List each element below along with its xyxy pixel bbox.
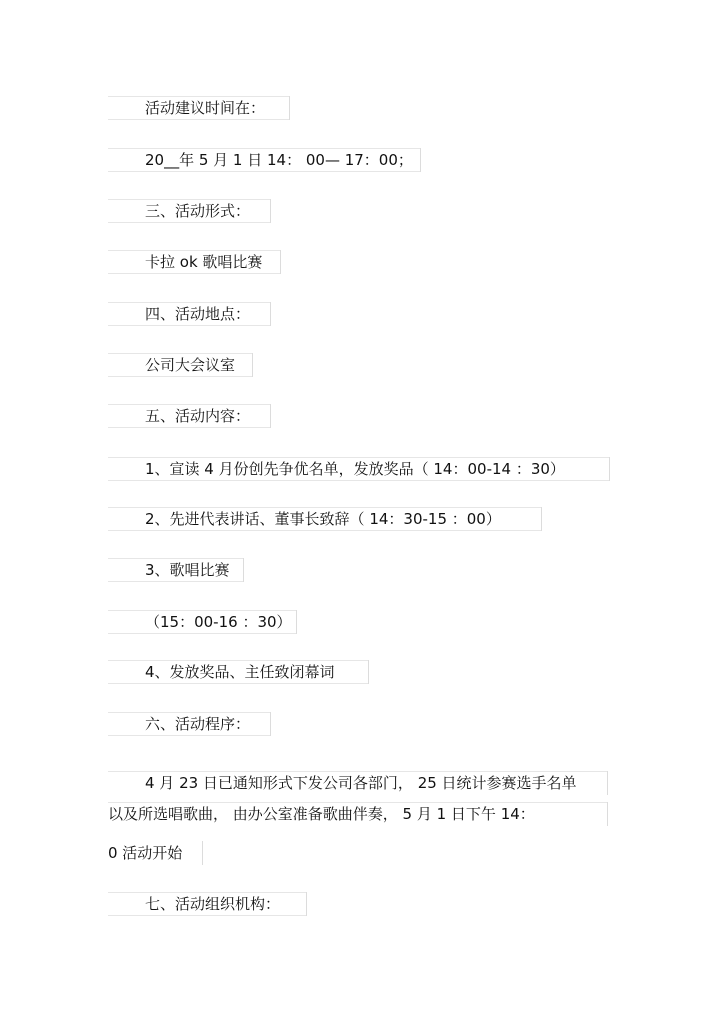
- section-heading: [108, 199, 271, 223]
- line-text: 4 月 23 日已通知形式下发公司各部门， 25 日统计参赛选手名单: [145, 774, 577, 792]
- doc-line: [108, 148, 421, 172]
- line-text: 活动建议时间在：: [145, 99, 266, 117]
- paragraph-line: [108, 802, 608, 826]
- doc-line: [108, 558, 244, 582]
- section-heading: [108, 404, 271, 428]
- doc-line: [108, 507, 542, 531]
- line-text: 五、活动内容：: [145, 407, 251, 425]
- doc-line: [108, 660, 369, 684]
- doc-line: [108, 353, 253, 377]
- doc-line: [108, 250, 281, 274]
- line-text: 1、宣读 4 月份创先争优名单，发放奖品（ 14：00-14 ：30）: [145, 460, 565, 478]
- line-text: 20__年 5 月 1 日 14： 00— 17：00；: [145, 151, 413, 169]
- paragraph-line: [108, 841, 203, 865]
- section-heading: [108, 892, 307, 916]
- line-text: 四、活动地点：: [145, 305, 251, 323]
- doc-line: [108, 96, 290, 120]
- line-text: 2、先进代表讲话、董事长致辞（ 14：30-15 ：00）: [145, 510, 501, 528]
- line-text: 六、活动程序：: [145, 715, 251, 733]
- line-text: 七、活动组织机构：: [145, 895, 281, 913]
- line-text: 公司大会议室: [145, 356, 236, 374]
- line-text: 4、发放奖品、主任致闭幕词: [145, 663, 335, 681]
- doc-line: [108, 610, 297, 634]
- section-heading: [108, 712, 271, 736]
- paragraph-line: [108, 771, 608, 795]
- line-text: 0 活动开始: [108, 844, 183, 862]
- line-text: 卡拉 ok 歌唱比赛: [145, 253, 263, 271]
- line-text: （15：00-16 ：30）: [145, 613, 292, 631]
- doc-line: [108, 457, 610, 481]
- line-text: 三、活动形式：: [145, 202, 251, 220]
- line-text: 以及所选唱歌曲， 由办公室准备歌曲伴奏， 5 月 1 日下午 14：: [108, 805, 535, 823]
- section-heading: [108, 302, 271, 326]
- line-text: 3、歌唱比赛: [145, 561, 230, 579]
